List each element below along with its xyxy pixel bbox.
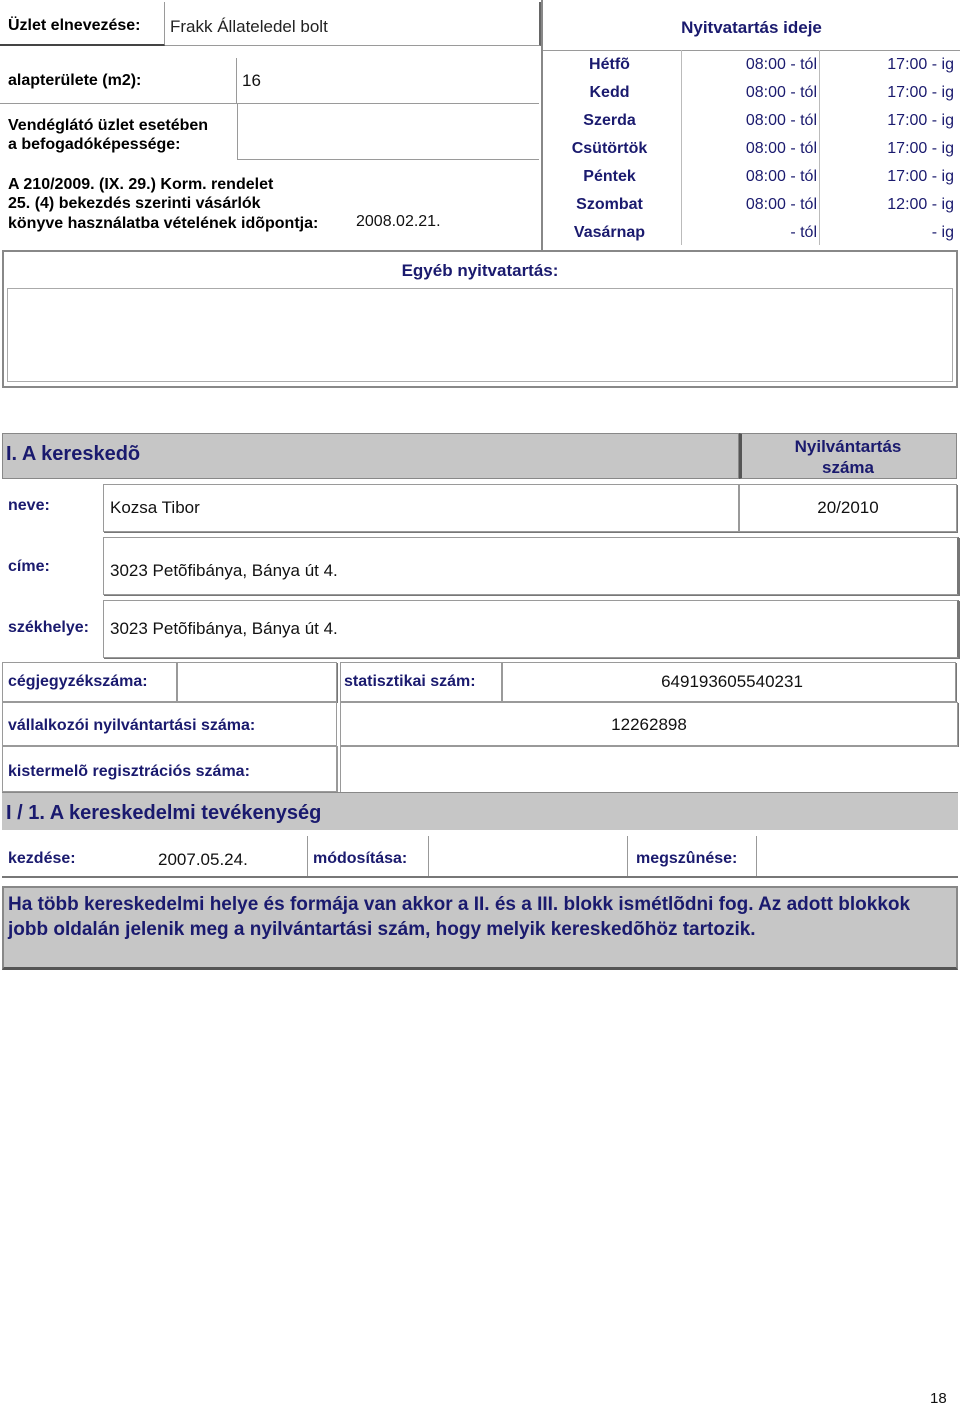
note-text: Ha több kereskedelmi helye és formája van akkor a II. és a III. blokk ismétlõdni fog. Az adott blokkok jobb oldalán jelenik meg a nyilvántartási szám, hogy melyik kereskedõhöz tartozik. [8,894,911,940]
open-to: - ig [931,224,954,241]
open-to: 17:00 - ig [887,84,954,101]
registry-number-value: 20/2010 [817,498,879,517]
open-from: 08:00 - tól [745,56,817,73]
shop-name-value: Frakk Állateledel bolt [170,17,328,36]
hours-row-tuesday [541,78,958,106]
area-label: alapterülete (m2): [8,72,142,89]
open-from: - tól [790,224,817,241]
decree-label-3: könyve használatba vételének idõpontja: [8,215,319,232]
hours-row-wednesday [541,106,958,134]
stat-value: 649193605540231 [661,672,803,691]
trader-name-label: neve: [8,497,50,514]
shop-name-label: Üzlet elnevezése: [8,17,141,34]
trader-name-value: Kozsa Tibor [110,498,200,517]
day-name: Hétfõ [589,56,630,73]
day-name: Péntek [583,168,636,185]
open-to: 17:00 - ig [887,56,954,73]
company-reg-label: cégjegyzékszáma: [8,673,148,690]
day-name: Szerda [583,112,636,129]
capacity-label-1: Vendéglátó üzlet esetében [8,117,209,134]
open-to: 17:00 - ig [887,112,954,129]
open-from: 08:00 - tól [745,140,817,157]
trader-address-value: 3023 Petõfibánya, Bánya út 4. [110,561,338,580]
trader-seat-value: 3023 Petõfibánya, Bánya út 4. [110,619,338,638]
activity-start-value: 2007.05.24. [158,850,248,869]
open-from: 08:00 - tól [745,196,817,213]
open-to: 17:00 - ig [887,140,954,157]
open-to: 17:00 - ig [887,168,954,185]
activity-end-field [756,836,958,876]
activity-end-label: megszûnése: [636,850,738,867]
hours-row-friday [541,162,958,190]
other-opening-hours-inner [7,288,953,382]
decree-label-2: 25. (4) bekezdés szerinti vásárlók [8,195,261,212]
decree-label-1: A 210/2009. (IX. 29.) Korm. rendelet [8,176,274,193]
activity-start-label: kezdése: [8,850,76,867]
entrepreneur-value: 12262898 [611,715,687,734]
trader-section-title: I. A kereskedõ [6,443,141,465]
open-from: 08:00 - tól [745,168,817,185]
area-field [237,58,539,104]
open-from: 08:00 - tól [745,84,817,101]
page-number: 18 [930,1390,947,1407]
producer-field [341,746,958,792]
day-name: Kedd [589,84,630,101]
area-value: 16 [242,71,261,90]
open-from: 08:00 - tól [745,112,817,129]
registry-header-line-2: száma [822,458,874,477]
company-reg-field [177,662,337,702]
other-opening-hours-label: Egyéb nyitvatartás: [401,261,559,280]
entrepreneur-label: vállalkozói nyilvántartási száma: [8,717,256,734]
day-name: Csütörtök [571,140,648,157]
activity-modify-label: módosítása: [313,850,408,867]
open-to: 12:00 - ig [887,196,954,213]
producer-label: kistermelõ regisztrációs száma: [8,763,250,780]
hours-row-monday [541,50,958,78]
registry-header-line-1: Nyilvántartás [794,437,902,456]
activity-modify-field [428,836,628,876]
hours-row-sunday [541,218,958,246]
capacity-field [237,104,539,160]
activity-section-title: I / 1. A kereskedelmi tevékenység [6,802,322,824]
day-name: Vasárnap [573,224,646,241]
trader-address-label: címe: [8,558,50,575]
shop-info-block [0,0,541,250]
day-name: Szombat [576,196,643,213]
decree-value: 2008.02.21. [356,213,441,230]
trader-seat-label: székhelye: [8,619,89,636]
capacity-label-2: a befogadóképessége: [8,136,181,153]
hours-row-thursday [541,134,958,162]
opening-hours-title: Nyitvatartás ideje [681,18,822,37]
stat-label: statisztikai szám: [344,673,476,690]
hours-row-saturday [541,190,958,218]
